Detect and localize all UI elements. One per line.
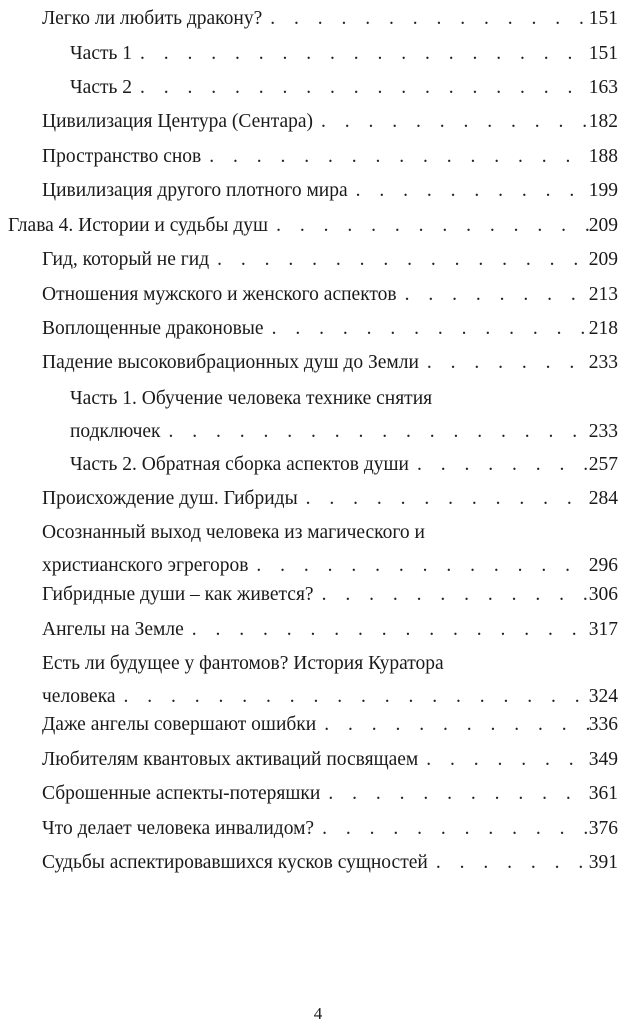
toc-entry	[42, 743, 618, 776]
toc-entry-page: 218	[588, 318, 618, 339]
toc-chapter-entry	[8, 209, 618, 242]
toc-entry-title-line1: Есть ли будущее у фантомов? История Куратора	[42, 653, 444, 674]
toc-entry-page: 391	[588, 852, 618, 873]
toc-entry-title: Судьбы аспектировавшихся кусков сущностей	[42, 852, 428, 873]
toc-entry-title-line1: Часть 1. Обучение человека технике снятия	[70, 388, 433, 409]
dot-leader	[316, 708, 589, 741]
toc-entry	[42, 243, 618, 276]
toc-entry	[42, 516, 618, 582]
toc-entry-page: 349	[588, 749, 618, 770]
toc-entry	[42, 647, 618, 713]
toc-entry-page: 376	[588, 818, 618, 839]
toc-entry	[70, 71, 618, 104]
toc-entry-title: Часть 2. Обратная сборка аспектов души	[70, 454, 409, 475]
toc-entry-title: Гибридные души – как живется?	[42, 584, 314, 605]
toc-entry	[42, 105, 618, 138]
dot-leader	[419, 346, 589, 379]
toc-entry-page: 257	[588, 454, 618, 475]
toc-entry	[42, 174, 618, 207]
toc-entry-page: 317	[588, 619, 618, 640]
dot-leader	[184, 613, 589, 646]
toc-entry-page: 209	[588, 249, 618, 270]
dot-leader	[201, 140, 589, 173]
toc-entry-title-line1: Осознанный выход человека из магического и	[42, 522, 425, 543]
toc-entry	[70, 382, 618, 448]
toc-entry	[42, 312, 618, 345]
dot-leader	[314, 812, 589, 845]
dot-leader	[132, 71, 589, 104]
toc-entry-title: Происхождение душ. Гибриды	[42, 488, 298, 509]
toc-entry-title: Любителям квантовых активаций посвящаем	[42, 749, 419, 770]
toc-entry-title: Сброшенные аспекты-потеряшки	[42, 783, 321, 804]
toc-entry-title: Воплощенные драконовые	[42, 318, 264, 339]
toc-entry	[42, 812, 618, 845]
toc-entry-page: 296	[588, 555, 618, 576]
toc-entry	[42, 2, 618, 35]
dot-leader	[132, 37, 589, 70]
dot-leader	[209, 243, 589, 276]
toc-entry-page: 151	[588, 8, 618, 29]
toc-entry-page: 188	[588, 146, 618, 167]
toc-entry-page: 336	[588, 714, 618, 735]
page-number: 4	[313, 1004, 323, 1023]
dot-leader	[428, 846, 589, 879]
dot-leader	[314, 578, 589, 611]
toc-entry-title: Легко ли любить дракону?	[42, 8, 263, 29]
toc-entry-title: Цивилизация другого плотного мира	[42, 180, 348, 201]
toc-entry-page: 284	[588, 488, 618, 509]
dot-leader	[298, 482, 589, 515]
toc-entry-title: Даже ангелы совершают ошибки	[42, 714, 317, 735]
toc-entry-title: Падение высоковибрационных душ до Земли	[42, 352, 419, 373]
toc-entry-page: 233	[588, 421, 618, 442]
toc-entry-page: 306	[588, 584, 618, 605]
toc-entry-title-line2: христианского эгрегоров	[42, 555, 249, 576]
toc-entry	[42, 846, 618, 879]
dot-leader	[262, 2, 589, 35]
toc-entry	[42, 708, 618, 741]
toc-entry-title-line2: человека	[42, 686, 116, 707]
dot-leader	[268, 209, 589, 242]
toc-entry-title: Цивилизация Центура (Сентара)	[42, 111, 314, 132]
toc-entry-title: Глава 4. Истории и судьбы душ	[8, 215, 269, 236]
toc-entry	[42, 578, 618, 611]
toc-entry-page: 199	[588, 180, 618, 201]
toc-entry	[42, 346, 618, 379]
toc-entry	[42, 777, 618, 810]
toc-entry-title: Отношения мужского и женского аспектов	[42, 284, 397, 305]
toc-entry-page: 163	[588, 77, 618, 98]
dot-leader	[348, 174, 589, 207]
dot-leader	[161, 415, 589, 448]
toc-entry-page: 182	[588, 111, 618, 132]
dot-leader	[320, 777, 588, 810]
toc-entry	[42, 613, 618, 646]
toc-entry-title: Гид, который не гид	[42, 249, 210, 270]
toc-entry	[70, 37, 618, 70]
dot-leader	[313, 105, 589, 138]
toc-entry-page: 209	[588, 215, 618, 236]
dot-leader	[397, 278, 589, 311]
toc-entry	[42, 278, 618, 311]
toc-entry-title: Пространство снов	[42, 146, 202, 167]
toc-entry	[42, 482, 618, 515]
toc-entry	[42, 140, 618, 173]
toc-entry-page: 233	[588, 352, 618, 373]
toc-entry	[70, 448, 618, 481]
toc-entry-title: Часть 1	[70, 43, 133, 64]
toc-entry-title: Часть 2	[70, 77, 133, 98]
toc-entry-title: Что делает человека инвалидом?	[42, 818, 315, 839]
dot-leader	[418, 743, 589, 776]
toc-entry-title: Ангелы на Земле	[42, 619, 184, 640]
dot-leader	[409, 448, 589, 481]
toc-entry-page: 361	[588, 783, 618, 804]
dot-leader	[264, 312, 589, 345]
toc-entry-page: 213	[588, 284, 618, 305]
toc-entry-title-line2: подключек	[70, 421, 161, 442]
toc-entry-page: 324	[588, 686, 618, 707]
toc-entry-page: 151	[588, 43, 618, 64]
